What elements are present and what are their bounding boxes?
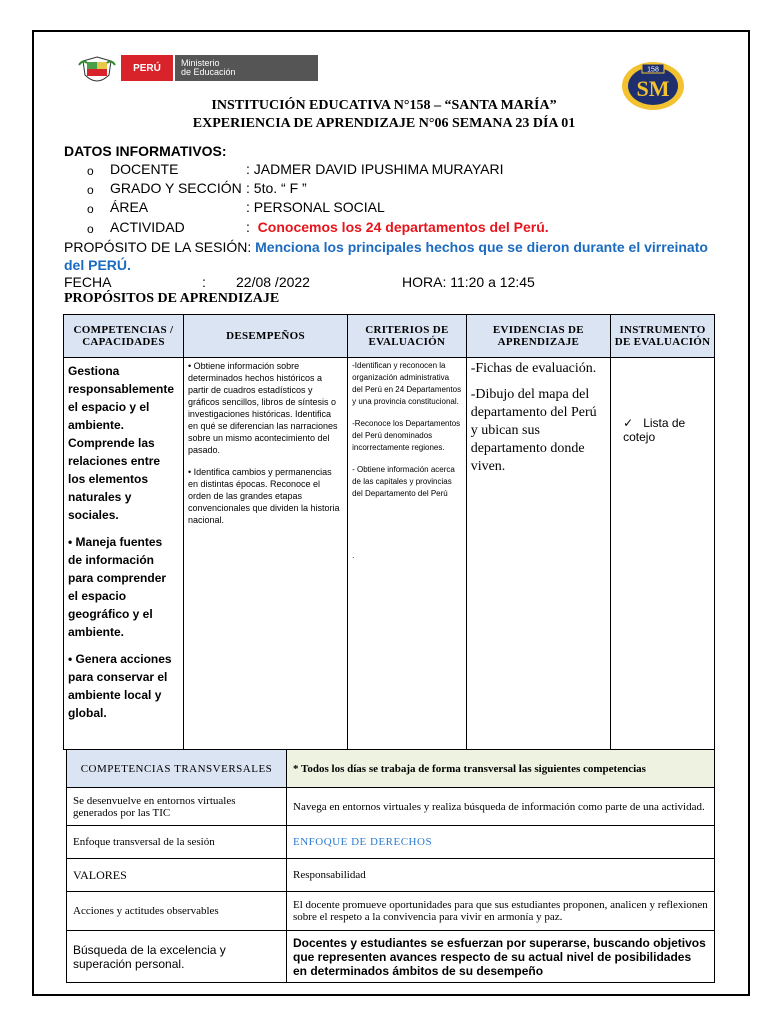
competencias-cell <box>64 358 184 750</box>
actividad-title: Conocemos los 24 departamentos del Perú. <box>257 219 549 235</box>
transversal-header-right: * Todos los días se trabaja de forma transversal las siguientes competencias <box>287 750 715 788</box>
purpose <box>64 238 754 274</box>
grado-value: : 5to. “ F ” <box>246 180 307 196</box>
row-left: Búsqueda de la excelencia y superación personal. <box>67 931 287 983</box>
purpose-value: Menciona los principales hechos que se dieron durante el virreinato <box>255 239 708 255</box>
purpose-value-2: del PERÚ. <box>64 257 131 273</box>
row-right: Responsabilidad <box>287 859 715 892</box>
datos-heading: DATOS INFORMATIVOS: <box>64 143 227 159</box>
fecha-label: FECHA <box>64 274 112 290</box>
row-left: VALORES <box>67 859 287 892</box>
criterio-item: - Obtiene información acerca de las capitales y provincias del Departamento del Perú <box>352 465 455 498</box>
header-criterios: CRITERIOS DE EVALUACIÓN <box>348 315 467 358</box>
area-label: ÁREA <box>110 199 149 215</box>
evidencias-cell <box>466 358 610 750</box>
purpose-label: PROPÓSITO DE LA SESIÓN: <box>64 239 252 255</box>
evidencia-item: -Dibujo del mapa del departamento del Perú y ubican sus departamento donde viven. <box>470 387 597 474</box>
competencia-item: • Maneja fuentes de información para comprender el espacio geográfico y el ambiente. <box>68 535 167 639</box>
peru-label: PERÚ <box>121 55 173 81</box>
transversal-table <box>66 749 715 983</box>
ministry-logo <box>175 55 318 81</box>
desempeno-item: • Obtiene información sobre determinados hechos históricos a partir de cuadros estadísticos y gráficos sencillos, libros de síntesis o investigaciones históricas. Identifica en qué se diferencian las narraciones sobre un mismo acontecimiento del pasado. <box>187 361 338 455</box>
header-evidencias: EVIDENCIAS DE APRENDIZAJE <box>466 315 610 358</box>
bullet-icon: o <box>87 202 94 216</box>
competencia-item: • Genera acciones para conservar el ambiente local y global. <box>68 652 172 720</box>
criterio-item: -Identifican y reconocen la organización administrativa del Perú en 24 Departamentos y una provincia constitucional. <box>352 361 462 406</box>
institution-title: INSTITUCIÓN EDUCATIVA N°158 – “SANTA MARÍA” <box>211 98 557 113</box>
competencia-item: Comprende las relaciones entre los elementos naturales y sociales. <box>68 436 161 522</box>
row-left: Se desenvuelve en entornos virtuales generados por las TIC <box>67 788 287 826</box>
actividad-value: : Conocemos los 24 departamentos del Perú. <box>246 219 549 235</box>
criterios-cell <box>348 358 467 750</box>
bullet-icon: o <box>87 183 94 197</box>
peru-shield-icon <box>77 55 117 83</box>
check-icon: ✓ <box>623 416 634 430</box>
table-row <box>67 826 715 859</box>
svg-text:158: 158 <box>647 66 659 74</box>
fecha-value: 22/08 /2022 <box>236 274 310 290</box>
table-header-row <box>67 750 715 788</box>
instrumento-cell <box>611 358 715 750</box>
table-header-row <box>64 315 715 358</box>
row-left: Acciones y actitudes observables <box>67 892 287 931</box>
enfoque-value: ENFOQUE DE DERECHOS <box>287 826 715 859</box>
criterio-item: . <box>352 551 355 560</box>
area-value: : PERSONAL SOCIAL <box>246 199 385 215</box>
instrumento-value: Lista de cotejo <box>623 416 686 444</box>
desempeno-item: • Identifica cambios y permanencias en distintas épocas. Reconoce el orden de las grandes etapas convencionales que dividen la historia nacional. <box>187 467 340 525</box>
criterio-item: -Reconoce los Departamentos del Perú denominados incorrectamente regiones. <box>352 419 461 452</box>
learning-table <box>63 314 715 750</box>
evidencia-item: -Fichas de evaluación. <box>470 361 597 376</box>
table-row <box>67 892 715 931</box>
grado-label: GRADO Y SECCIÓN <box>110 180 242 196</box>
bullet-icon: o <box>87 164 94 178</box>
actividad-label: ACTIVIDAD <box>110 219 185 235</box>
ministry-line2: de Educación <box>181 67 236 77</box>
fecha-sep: : <box>202 274 206 290</box>
propositos-heading: PROPÓSITOS DE APRENDIZAJE <box>64 291 280 306</box>
row-right: El docente promueve oportunidades para que sus estudiantes proponen, analicen y reflexionen sobre el respeto a la convivencia para vivir en armonía y paz. <box>287 892 715 931</box>
row-right: Navega en entornos virtuales y realiza búsqueda de información como parte de una actividad. <box>287 788 715 826</box>
header-instrumento: INSTRUMENTO DE EVALUACIÓN <box>611 315 715 358</box>
experience-title: EXPERIENCIA DE APRENDIZAJE N°06 SEMANA 23 DÍA 01 <box>192 116 576 131</box>
table-row <box>67 788 715 826</box>
docente-value: : JADMER DAVID IPUSHIMA MURAYARI <box>246 161 504 177</box>
table-row <box>64 358 715 750</box>
ministry-line1: Ministerio <box>181 58 220 68</box>
row-left: Enfoque transversal de la sesión <box>67 826 287 859</box>
hora: HORA: 11:20 a 12:45 <box>402 274 535 290</box>
transversal-header-left: COMPETENCIAS TRANSVERSALES <box>67 750 287 788</box>
docente-label: DOCENTE <box>110 161 179 177</box>
desempenos-cell <box>183 358 347 750</box>
row-right: Docentes y estudiantes se esfuerzan por superarse, buscando objetivos que representen avances respecto de su actual nivel de posibilidades en determinados ámbitos de su desempeño <box>287 931 715 983</box>
table-row <box>67 931 715 983</box>
bullet-icon: o <box>87 222 94 236</box>
header-desempenos: DESEMPEÑOS <box>183 315 347 358</box>
svg-text:SM: SM <box>636 76 670 101</box>
table-row <box>67 859 715 892</box>
competencia-item: Gestiona responsablemente el espacio y el ambiente. <box>68 364 175 432</box>
header-competencias: COMPETENCIAS / CAPACIDADES <box>64 315 184 358</box>
